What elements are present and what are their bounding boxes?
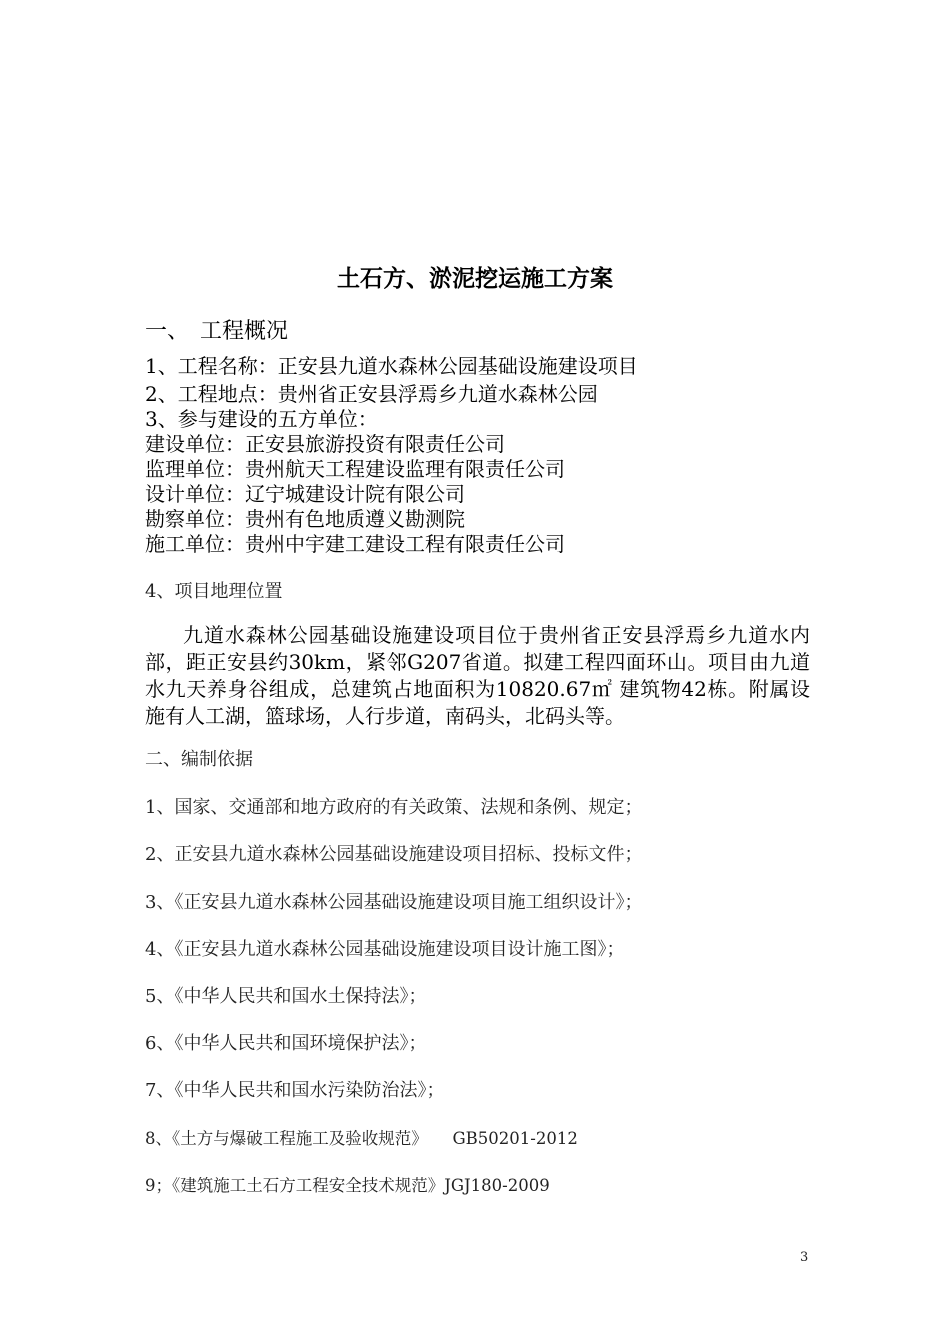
overview-line: 勘察单位：贵州有色地质遵义勘测院 bbox=[145, 507, 465, 531]
overview-line: 1、工程名称：正安县九道水森林公园基础设施建设项目 bbox=[145, 354, 638, 378]
page-number: 3 bbox=[800, 1250, 809, 1265]
overview-line: 设计单位：辽宁城建设计院有限公司 bbox=[145, 482, 465, 506]
basis-item: 8、《土方与爆破工程施工及验收规范》 GB50201-2012 bbox=[145, 1129, 578, 1148]
overview-line: 3、参与建设的五方单位： bbox=[145, 407, 378, 431]
basis-item: 5、《中华人民共和国水土保持法》； bbox=[145, 986, 427, 1007]
overview-line: 监理单位：贵州航天工程建设监理有限责任公司 bbox=[145, 457, 565, 481]
section-heading-basis: 二、编制依据 bbox=[145, 749, 253, 770]
location-paragraph: 九道水森林公园基础设施建设项目位于贵州省正安县浮焉乡九道水内部，距正安县约30km，紧邻G207省道。拟建工程四面环山。项目由九道水九天养身谷组成，总建筑占地面积为10820.67㎡ 建筑物42栋。附属设施有人工湖，篮球场，人行步道，南码头，北码头等。 bbox=[145, 623, 810, 728]
overview-line: 建设单位：正安县旅游投资有限责任公司 bbox=[145, 432, 505, 456]
basis-item: 2、正安县九道水森林公园基础设施建设项目招标、投标文件； bbox=[145, 844, 643, 865]
section-heading-overview: 一、 工程概况 bbox=[145, 319, 289, 344]
document-title: 土石方、淤泥挖运施工方案 bbox=[337, 265, 613, 292]
basis-item: 3、《正安县九道水森林公园基础设施建设项目施工组织设计》； bbox=[145, 892, 643, 913]
basis-item: 1、国家、交通部和地方政府的有关政策、法规和条例、规定； bbox=[145, 797, 643, 818]
overview-line: 2、工程地点：贵州省正安县浮焉乡九道水森林公园 bbox=[145, 382, 598, 406]
basis-item: 6、《中华人民共和国环境保护法》； bbox=[145, 1033, 427, 1054]
basis-item: 7、《中华人民共和国水污染防治法》； bbox=[145, 1080, 445, 1101]
basis-item: 9；《建筑施工土石方工程安全技术规范》JGJ180-2009 bbox=[145, 1176, 550, 1195]
basis-item: 4、《正安县九道水森林公园基础设施建设项目设计施工图》； bbox=[145, 939, 625, 960]
location-heading: 4、项目地理位置 bbox=[145, 581, 283, 602]
overview-line: 施工单位：贵州中宇建工建设工程有限责任公司 bbox=[145, 532, 565, 556]
